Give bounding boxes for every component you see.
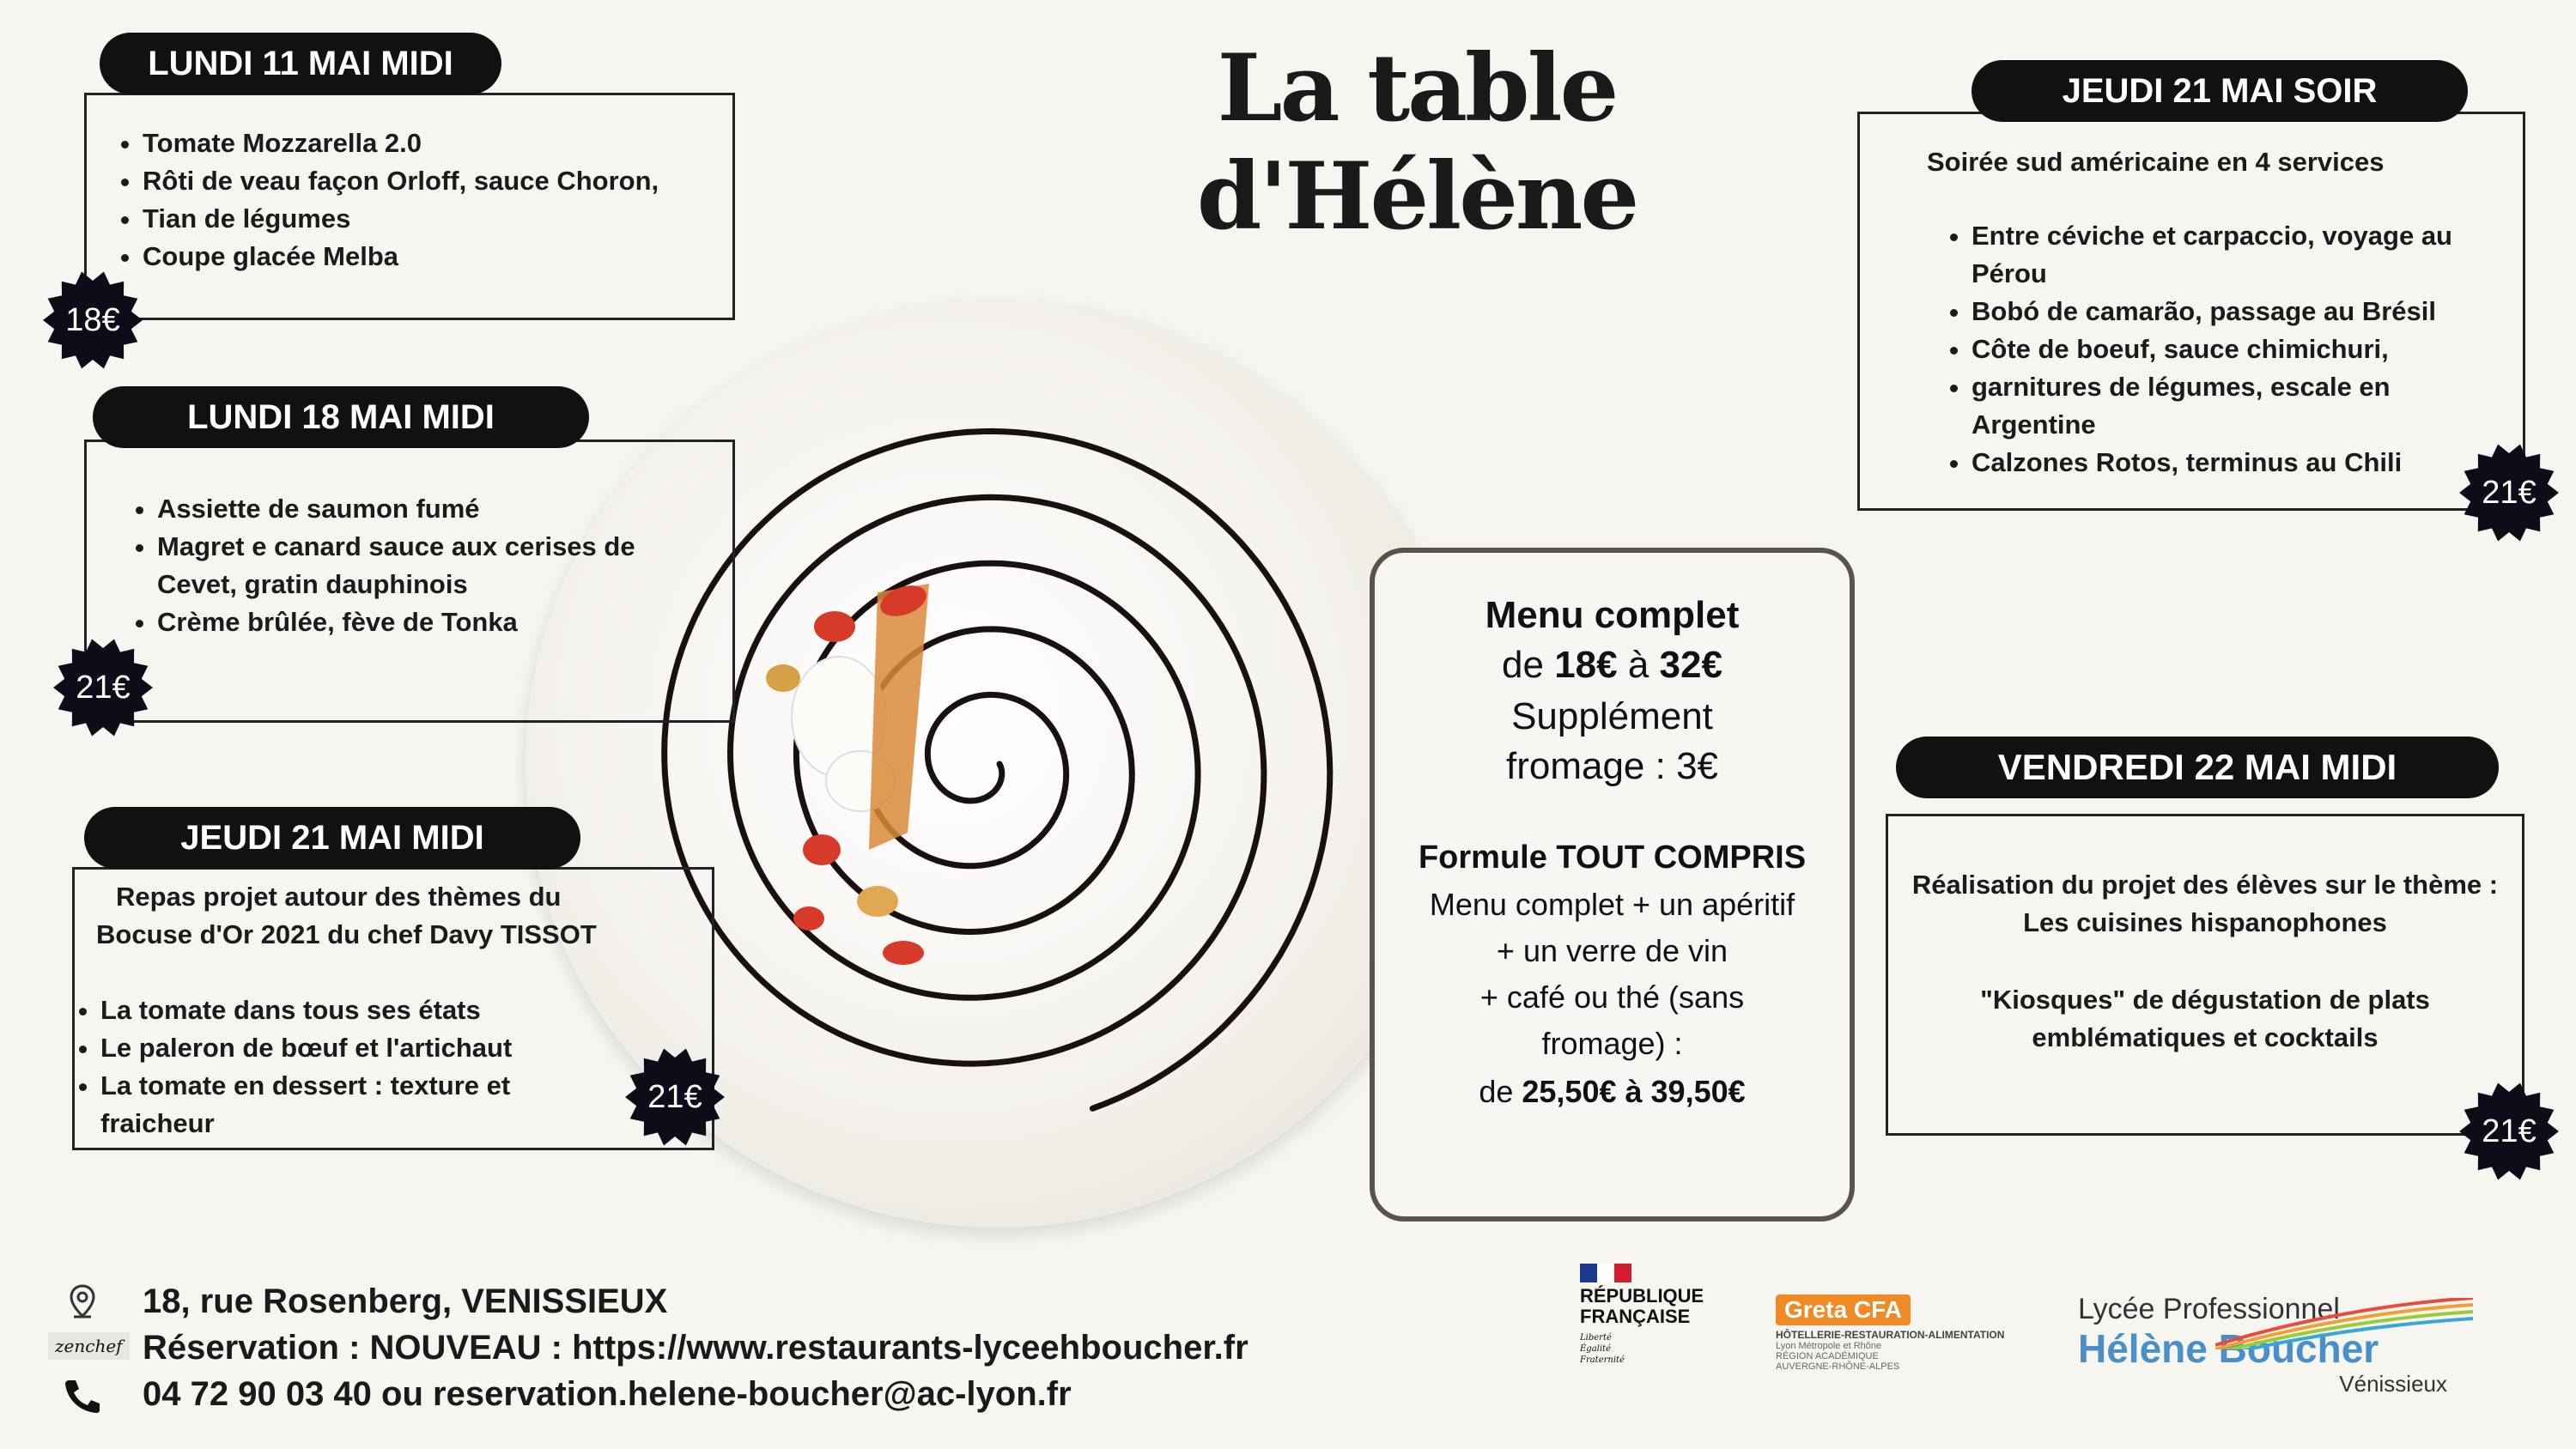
dish-item: • La tomate dans tous ses états bbox=[100, 991, 607, 1029]
block-text: "Kiosques" de dégustation de plats bbox=[1980, 985, 2430, 1015]
dish-item: • Rôti de veau façon Orloff, sauce Choron, bbox=[143, 162, 732, 200]
price-label: 21€ bbox=[76, 669, 131, 706]
block-intro: Bocuse d'Or 2021 du chef Davy TISSOT bbox=[96, 919, 597, 949]
menu-block-lundi-18 bbox=[84, 440, 735, 723]
zenchef-logo: zenchef bbox=[48, 1332, 130, 1360]
republique-francaise-logo: RÉPUBLIQUE FRANÇAISE Liberté Égalité Fraternité bbox=[1580, 1264, 1717, 1366]
block-text: Réalisation du projet des élèves sur le thème : bbox=[1911, 870, 2499, 900]
price-badge bbox=[41, 269, 144, 372]
dish-item: • Tian de légumes bbox=[143, 200, 732, 238]
menu-price-range: de 18€ à 32€ bbox=[1502, 644, 1722, 686]
formule-title: Formule TOUT COMPRIS bbox=[1418, 840, 1807, 876]
menu-title: Menu complet bbox=[1485, 594, 1740, 636]
price-badge bbox=[623, 1046, 726, 1149]
contact-line[interactable]: 04 72 90 03 40 ou reservation.helene-boucher@ac-lyon.fr bbox=[143, 1375, 1072, 1413]
dish-item: • Assiette de saumon fumé bbox=[157, 490, 688, 528]
price-label: 21€ bbox=[2482, 1113, 2537, 1149]
dish-item: • Côte de boeuf, sauce chimichuri, bbox=[1971, 330, 2512, 368]
block-text: Les cuisines hispanophones bbox=[2023, 907, 2387, 937]
menu-block-jeudi-21-midi bbox=[72, 867, 714, 1150]
reservation-link[interactable]: Réservation : NOUVEAU : https://www.restaurants-lyceehboucher.fr bbox=[143, 1329, 1249, 1367]
phone-icon bbox=[62, 1377, 105, 1415]
price-label: 18€ bbox=[65, 301, 120, 338]
heading-jeudi-21-soir: JEUDI 21 MAI SOIR bbox=[1971, 60, 2468, 122]
price-label: 21€ bbox=[2482, 474, 2537, 511]
dish-item: • garnitures de légumes, escale en Argentine bbox=[1971, 368, 2512, 444]
page-title: La table d'Hélène bbox=[1196, 34, 1637, 251]
dish-item: • Le paleron de bœuf et l'artichaut bbox=[100, 1029, 607, 1067]
rainbow-stripes bbox=[2215, 1298, 2473, 1349]
menu-block-jeudi-21-soir bbox=[1857, 112, 2525, 511]
block-intro: Soirée sud américaine en 4 services bbox=[1927, 147, 2385, 177]
dish-item: • La tomate en dessert : texture et fraicheur bbox=[100, 1067, 607, 1143]
menu-block-lundi-11 bbox=[84, 93, 735, 320]
block-text: emblématiques et cocktails bbox=[2032, 1022, 2379, 1052]
dish-item: • Coupe glacée Melba bbox=[143, 238, 732, 276]
heading-lundi-18: LUNDI 18 MAI MIDI bbox=[93, 386, 589, 448]
cheese-supplement: Supplément fromage : 3€ bbox=[1505, 695, 1719, 787]
formule-details: Menu complet + un apéritif + un verre de vin + café ou thé (sans fromage) : bbox=[1429, 887, 1795, 1061]
heading-vendredi-22: VENDREDI 22 MAI MIDI bbox=[1896, 737, 2499, 798]
dish-item: • Calzones Rotos, terminus au Chili bbox=[1971, 444, 2512, 482]
price-badge bbox=[52, 636, 155, 739]
formule-price: de 25,50€ à 39,50€ bbox=[1479, 1074, 1746, 1109]
heading-lundi-11: LUNDI 11 MAI MIDI bbox=[100, 33, 501, 94]
lycee-helene-boucher-logo: Lycée Professionnel Hélène Boucher Vénissieux bbox=[2078, 1293, 2490, 1397]
dish-item: • Magret e canard sauce aux cerises de Cevet, gratin dauphinois bbox=[157, 528, 688, 603]
dessert-garnish bbox=[766, 579, 931, 965]
price-label: 21€ bbox=[647, 1078, 702, 1115]
greta-cfa-logo: Greta CFA HÔTELLERIE-RESTAURATION-ALIMENTATION Lyon Métropole et Rhône RÉGION ACADÉMIQUE AUVERGNE-RHÔNE-ALPES bbox=[1776, 1296, 2005, 1372]
price-badge bbox=[2458, 1080, 2561, 1183]
menu-pricing-box bbox=[1370, 548, 1855, 1222]
block-intro: Repas projet autour des thèmes du bbox=[116, 882, 562, 912]
dish-item: • Bobó de camarão, passage au Brésil bbox=[1971, 293, 2512, 330]
heading-jeudi-21-midi: JEUDI 21 MAI MIDI bbox=[84, 807, 580, 869]
dish-item: • Tomate Mozzarella 2.0 bbox=[143, 124, 732, 162]
dish-item: • Crème brûlée, fève de Tonka bbox=[157, 603, 688, 641]
price-badge bbox=[2458, 441, 2561, 544]
location-pin-icon bbox=[69, 1284, 96, 1319]
menu-block-vendredi-22 bbox=[1886, 814, 2524, 1136]
address: 18, rue Rosenberg, VENISSIEUX bbox=[143, 1282, 668, 1320]
dish-item: • Entre céviche et carpaccio, voyage au Pérou bbox=[1971, 217, 2512, 293]
